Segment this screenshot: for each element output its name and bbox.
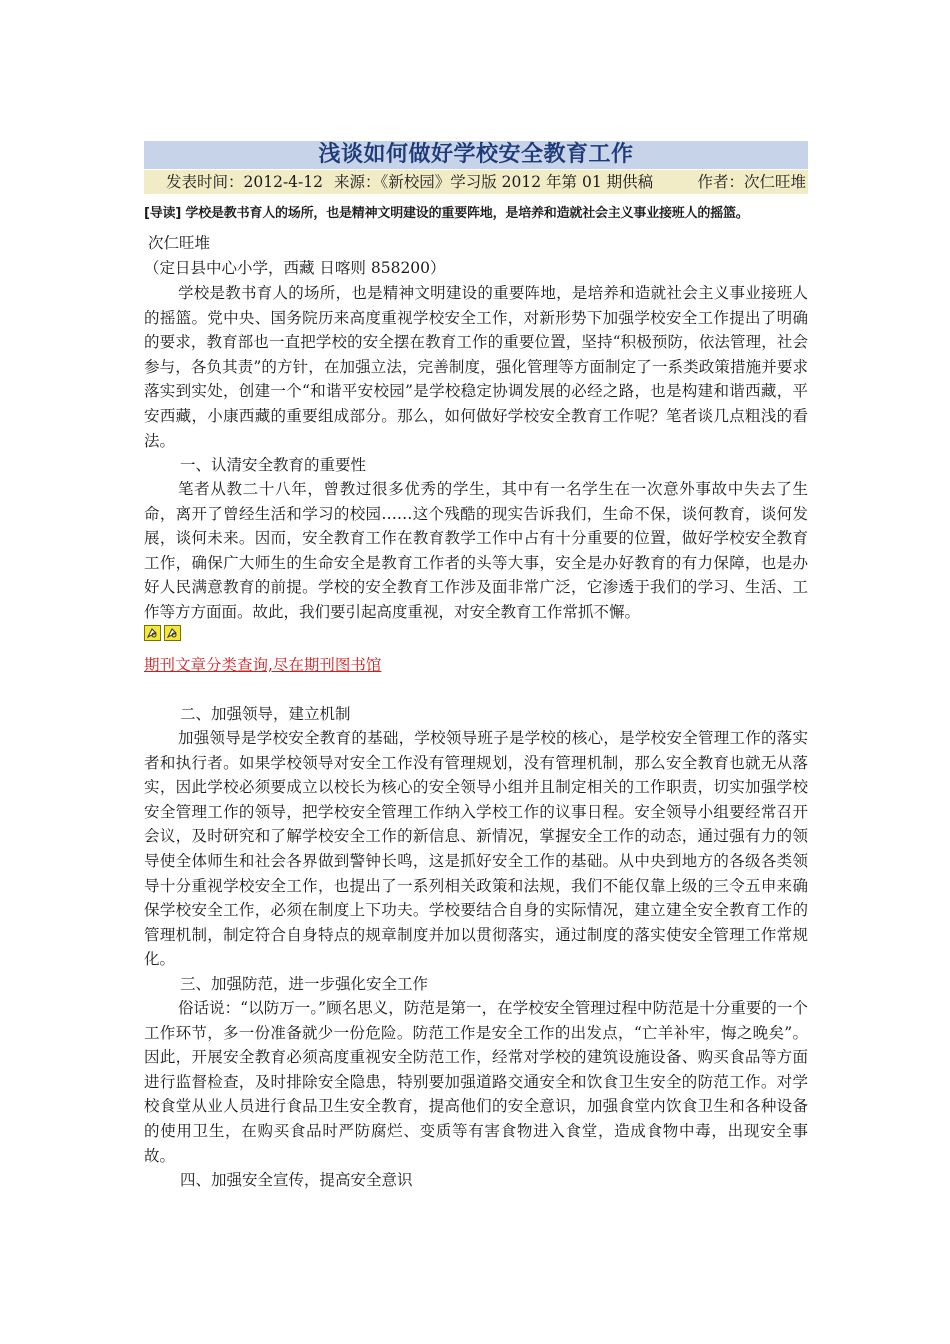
- section-3-paragraph: 俗话说：“以防万一。”顾名思义，防范是第一，在学校安全管理过程中防范是十分重要的一个工作环节，多一份准备就少一份危险。防范工作是安全工作的出发点，“亡羊补牢，悔之晚矣”。因此，开展安全教育必须高度重视安全防范工作，经常对学校的建筑设施设备、购买食品等方面进行监督检查，及时排除安全隐患，特别要加强道路交通安全和饮食卫生安全的防范工作。对学校食堂从业人员进行食品卫生安全教育，提高他们的安全意识，加强食堂内饮食卫生和各种设备的使用卫生，在购买食品时严防腐烂、变质等有害食物进入食堂，造成食物中毒，出现安全事故。: [144, 999, 808, 1165]
- section-heading-2: 二、加强领导，建立机制: [180, 705, 351, 723]
- article-source: 来源：《新校园》学习版 2012 年第 01 期供稿: [334, 173, 654, 191]
- page-title: 浅谈如何做好学校安全教育工作: [318, 142, 634, 167]
- section-heading-3: 三、加强防范，进一步强化安全工作: [180, 975, 429, 993]
- promo-link[interactable]: 期刊文章分类查询,尽在期刊图书馆: [144, 656, 382, 674]
- publish-time: 发表时间：2012-4-12: [166, 173, 324, 191]
- zoom-in-icon[interactable]: [144, 625, 161, 641]
- section-2-paragraph: 加强领导是学校安全教育的基础，学校领导班子是学校的核心，是学校安全管理工作的落实者和执行者。如果学校领导对安全工作没有管理规划，没有管理机制，那么安全教育也就无从落实，因此学校必须要成立以校长为核心的安全领导小组并且制定相关的工作职责，切实加强学校安全管理工作的领导，把学校安全管理工作纳入学校工作的议事日程。安全领导小组要经常召开会议，及时研究和了解学校安全工作的新信息、新情况，掌握安全工作的动态，通过强有力的领导使全体师生和社会各界做到警钟长鸣，这是抓好安全工作的基础。从中央到地方的各级各类领导十分重视学校安全工作，也提出了一系列相关政策和法规，我们不能仅靠上级的三令五申来确保学校安全工作，必须在制度上下功夫。学校要结合自身的实际情况，建立建全安全教育工作的管理机制，制定符合自身特点的规章制度并加以贯彻落实，通过制度的落实使安全管理工作常规化。: [144, 729, 808, 969]
- zoom-out-icon[interactable]: [164, 625, 181, 641]
- section-heading-4: 四、加强安全宣传，提高安全意识: [180, 1171, 413, 1189]
- lead-summary: [导读] 学校是教书育人的场所，也是精神文明建设的重要阵地，是培养和造就社会主义事业接班人的摇篮。: [144, 206, 749, 221]
- title-bar: [144, 141, 808, 169]
- author-name: 次仁旺堆: [148, 234, 211, 252]
- icon-toolbar: [144, 625, 181, 641]
- intro-paragraph: 学校是教书育人的场所，也是精神文明建设的重要阵地，是培养和造就社会主义事业接班人的摇篮。党中央、国务院历来高度重视学校安全工作，对新形势下加强学校安全工作提出了明确的要求，教育部也一直把学校的安全摆在教育工作的重要位置，坚持“积极预防，依法管理，社会参与，各负其责”的方针，在加强立法，完善制度，强化管理等方面制定了一系类政策措施并要求落实到实处，创建一个“和谐平安校园”是学校稳定协调发展的必经之路，也是构建和谐西藏，平安西藏，小康西藏的重要组成部分。那么，如何做好学校安全教育工作呢？笔者谈几点粗浅的看法。: [144, 284, 808, 450]
- meta-bar: [144, 170, 808, 194]
- section-heading-1: 一、认清安全教育的重要性: [180, 456, 367, 474]
- author-affiliation: （定日县中心小学，西藏 日喀则 858200）: [144, 259, 446, 277]
- section-1-paragraph: 笔者从教二十八年，曾教过很多优秀的学生，其中有一名学生在一次意外事故中失去了生命，离开了曾经生活和学习的校园……这个残酷的现实告诉我们，生命不保，谈何教育，谈何发展，谈何未来。因而，安全教育工作在教育教学工作中占有十分重要的位置，做好学校安全教育工作，确保广大师生的生命安全是教育工作者的头等大事，安全是办好教育的有力保障，也是办好人民满意教育的前提。学校的安全教育工作涉及面非常广泛，它渗透于我们的学习、生活、工作等方方面面。故此，我们要引起高度重视，对安全教育工作常抓不懈。: [144, 480, 808, 621]
- article-author: 作者：次仁旺堆: [697, 173, 806, 191]
